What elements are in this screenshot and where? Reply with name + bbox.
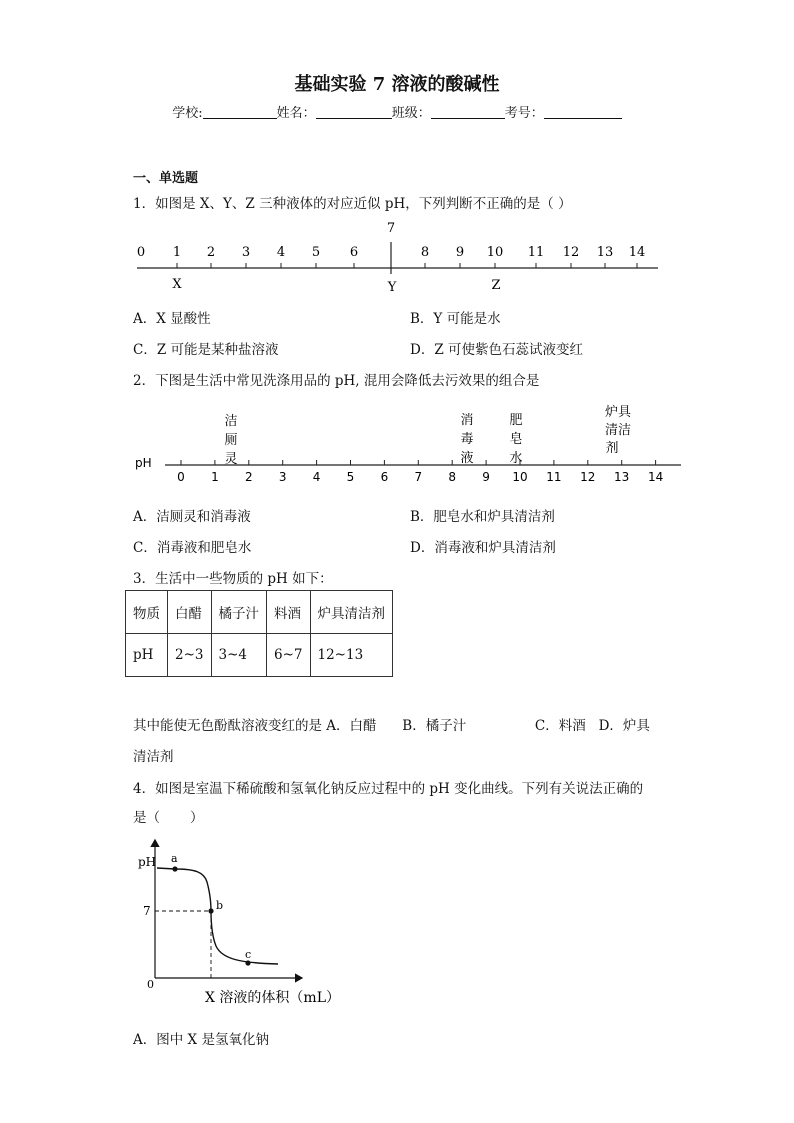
table-cell: 炉具清洁剂 bbox=[310, 591, 393, 634]
q2-scale-number: 12 bbox=[580, 470, 596, 484]
q2-label-line: 剂 bbox=[605, 441, 619, 456]
q2-option-d[interactable]: D．消毒液和炉具清洁剂 bbox=[410, 540, 556, 556]
q2-option-b[interactable]: B．肥皂水和炉具清洁剂 bbox=[410, 509, 555, 525]
q1-scale-number: 4 bbox=[276, 245, 286, 260]
q2-scale-number: 10 bbox=[512, 470, 528, 484]
table-cell: 3~4 bbox=[211, 634, 267, 677]
q2-label-char: 厕 bbox=[224, 433, 238, 448]
table-cell: pH bbox=[126, 634, 168, 677]
q1-scale-number: 9 bbox=[455, 245, 465, 260]
q2-scale-number: 11 bbox=[546, 470, 562, 484]
q2-label-line: 炉具 bbox=[604, 405, 632, 420]
q1-scale-number: 2 bbox=[206, 245, 216, 260]
q1-stem: 1．如图是 X、Y、Z 三种液体的对应近似 pH，下列判断不正确的是（ ） bbox=[133, 196, 572, 212]
q2-label-char: 灵 bbox=[224, 452, 238, 467]
table-cell: 12~13 bbox=[310, 634, 393, 677]
q2-scale-number: 7 bbox=[414, 470, 423, 484]
q2-scale-number: 0 bbox=[177, 470, 185, 484]
q2-scale-number: 5 bbox=[346, 470, 355, 484]
q4-label-c: c bbox=[245, 948, 252, 961]
q2-option-c[interactable]: C．消毒液和肥皂水 bbox=[133, 540, 252, 556]
q3-stem: 3．生活中一些物质的 pH 如下： bbox=[133, 571, 333, 587]
q4-point-c bbox=[245, 960, 250, 965]
q2-label-char: 消 bbox=[460, 413, 474, 428]
table-cell: 橘子汁 bbox=[211, 591, 267, 634]
q1-scale-number: 10 bbox=[486, 245, 504, 260]
q2-stem: 2．下图是生活中常见洗涤用品的 pH, 混用会降低去污效果的组合是 bbox=[133, 373, 540, 389]
q1-option-b[interactable]: B．Y 可能是水 bbox=[410, 311, 501, 327]
q2-scale-number: 2 bbox=[244, 470, 253, 484]
q1-option-c[interactable]: C．Z 可能是某种盐溶液 bbox=[133, 342, 279, 358]
q1-option-d[interactable]: D．Z 可使紫色石蕊试液变红 bbox=[410, 342, 583, 358]
q2-label-char: 洁 bbox=[224, 414, 238, 429]
q4-x-label: X 溶液的体积（mL） bbox=[205, 990, 340, 1006]
q1-marker-x: X bbox=[172, 277, 182, 292]
q2-label-char: 肥 bbox=[509, 413, 523, 428]
q3-question-line1: 其中能使无色酚酞溶液变红的是 A．白醋 B．橘子汁 C．料酒 D．炉具 bbox=[133, 718, 650, 734]
q2-scale-number: 14 bbox=[647, 470, 664, 484]
q4-stem-line2: 是（ ） bbox=[133, 810, 204, 826]
q2-axis-label: pH bbox=[135, 456, 152, 470]
name-label: 姓名： bbox=[276, 106, 316, 121]
q4-label-a: a bbox=[171, 852, 178, 865]
q2-scale-number: 9 bbox=[482, 470, 490, 484]
table-cell: 物质 bbox=[126, 591, 168, 634]
q4-stem-line1: 4．如图是室温下稀硫酸和氢氧化钠反应过程中的 pH 变化曲线。下列有关说法正确的 bbox=[133, 781, 644, 797]
q1-scale-number: 0 bbox=[136, 245, 146, 260]
q1-scale-number: 1 bbox=[172, 245, 182, 260]
q1-scale-number: 6 bbox=[349, 245, 359, 260]
q1-scale-number: 7 bbox=[386, 221, 396, 236]
q4-origin: 0 bbox=[147, 978, 154, 991]
q1-scale-number: 5 bbox=[311, 245, 321, 260]
section-title: 一、单选题 bbox=[133, 171, 199, 186]
q1-scale-number: 13 bbox=[596, 245, 614, 260]
q3-question-line2: 清洁剂 bbox=[133, 749, 174, 765]
q2-label-line: 清洁 bbox=[604, 423, 632, 438]
exam-no-label: 考号： bbox=[504, 106, 544, 121]
q1-marker-z: Z bbox=[491, 278, 501, 293]
q4-option-a[interactable]: A．图中 X 是氢氧化钠 bbox=[133, 1032, 269, 1048]
q4-y-label: pH bbox=[138, 855, 157, 869]
q2-scale-number: 1 bbox=[211, 470, 219, 484]
q4-curve bbox=[157, 868, 278, 964]
q1-option-a[interactable]: A．X 显酸性 bbox=[133, 311, 211, 327]
q2-label-char: 水 bbox=[509, 451, 523, 466]
q4-label-b: b bbox=[216, 899, 224, 912]
q2-scale-number: 13 bbox=[614, 470, 630, 484]
q4-point-a bbox=[172, 866, 177, 871]
q2-scale-number: 8 bbox=[448, 470, 457, 484]
q2-label-char: 毒 bbox=[460, 432, 474, 447]
q1-marker-y: Y bbox=[387, 280, 397, 295]
q4-point-b bbox=[208, 908, 213, 913]
q1-scale-number: 8 bbox=[420, 245, 430, 260]
q1-scale-number: 11 bbox=[527, 245, 545, 260]
q2-label-char: 液 bbox=[460, 451, 474, 466]
school-label: 学校: bbox=[172, 106, 203, 121]
q1-scale-number: 14 bbox=[628, 245, 646, 260]
table-cell: 料酒 bbox=[267, 591, 311, 634]
class-label: 班级： bbox=[391, 106, 431, 121]
q1-scale-number: 3 bbox=[241, 245, 251, 260]
q2-option-a[interactable]: A．洁厕灵和消毒液 bbox=[133, 509, 251, 525]
q2-scale-number: 3 bbox=[278, 470, 287, 484]
q2-scale-number: 6 bbox=[380, 470, 389, 484]
q2-label-char: 皂 bbox=[509, 432, 523, 447]
page-title: 基础实验 7 溶液的酸碱性 bbox=[294, 74, 500, 95]
q2-scale-number: 4 bbox=[312, 470, 321, 484]
table-cell: 6~7 bbox=[267, 634, 311, 677]
q1-scale-number: 12 bbox=[562, 245, 580, 260]
q4-y-tick-7: 7 bbox=[143, 904, 151, 918]
table-cell: 白醋 bbox=[168, 591, 212, 634]
table-cell: 2~3 bbox=[168, 634, 212, 677]
